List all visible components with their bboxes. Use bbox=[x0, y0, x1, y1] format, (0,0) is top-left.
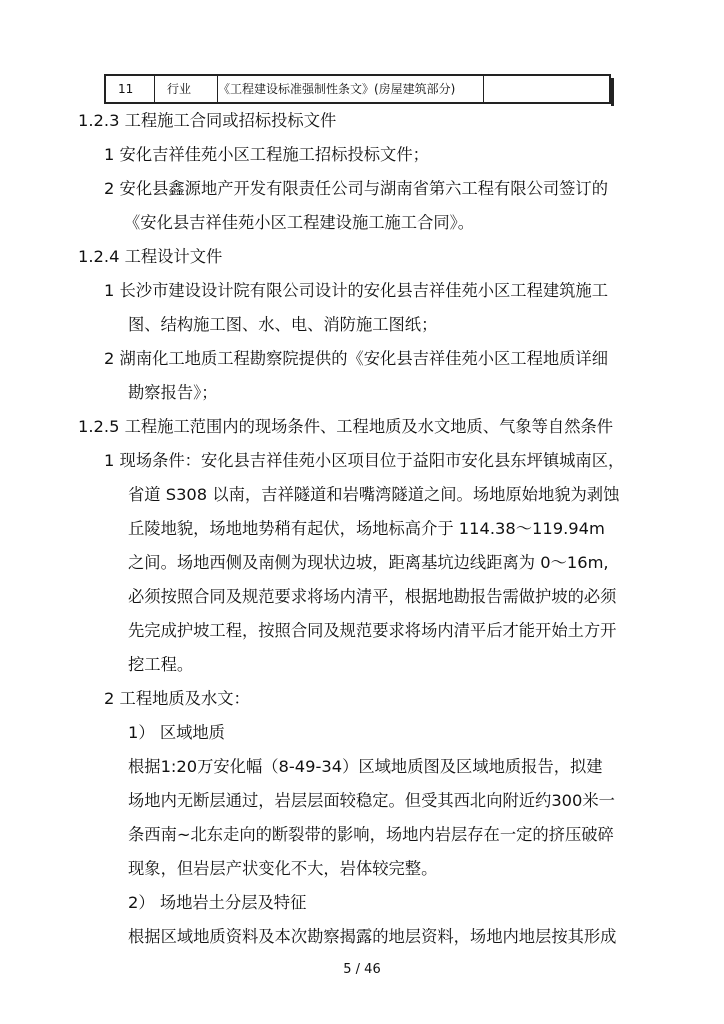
page-number: 5 / 46 bbox=[343, 962, 381, 977]
sub-heading: 1） 区域地质 bbox=[128, 723, 225, 742]
list-item-continuation: 《安化县吉祥佳苑小区工程建设施工施工合同》。 bbox=[124, 213, 475, 232]
list-item-continuation: 先完成护坡工程，按照合同及规范要求将场内清平后才能开始土方开 bbox=[128, 621, 617, 640]
paragraph-line: 现象，但岩层产状变化不大，岩体较完整。 bbox=[128, 859, 438, 878]
list-item: 2 湖南化工地质工程勘察院提供的《安化县吉祥佳苑小区工程地质详细 bbox=[104, 349, 608, 368]
list-item: 2 安化县鑫源地产开发有限责任公司与湖南省第六工程有限公司签订的 bbox=[104, 179, 608, 198]
list-item-continuation: 必须按照合同及规范要求将场内清平，根据地勘报告需做护坡的必须 bbox=[128, 587, 617, 606]
list-item-continuation: 省道 S308 以南，吉祥隧道和岩嘴湾隧道之间。场地原始地貌为剥蚀 bbox=[128, 485, 620, 504]
paragraph-line: 根据区域地质资料及本次勘察揭露的地层资料，场地内地层按其形成 bbox=[128, 927, 617, 946]
table-cell-standard: 《工程建设标准强制性条文》(房屋建筑部分) bbox=[218, 76, 484, 102]
list-item: 1 现场条件：安化县吉祥佳苑小区项目位于益阳市安化县东坪镇城南区， bbox=[104, 451, 625, 470]
paragraph-line: 条西南~北东走向的断裂带的影响，场地内岩层存在一定的挤压破碎 bbox=[128, 825, 614, 844]
list-item: 2 工程地质及水文： bbox=[104, 689, 250, 708]
table-border-shadow bbox=[611, 78, 614, 106]
section-heading-1-2-3: 1.2.3 工程施工合同或招标投标文件 bbox=[78, 111, 337, 130]
list-item: 1 安化吉祥佳苑小区工程施工招标投标文件； bbox=[104, 145, 429, 164]
section-heading-1-2-5: 1.2.5 工程施工范围内的现场条件、工程地质及水文地质、气象等自然条件 bbox=[78, 417, 614, 436]
list-item: 1 长沙市建设设计院有限公司设计的安化县吉祥佳苑小区工程建筑施工 bbox=[104, 281, 608, 300]
list-item-continuation: 图、结构施工图、水、电、消防施工图纸； bbox=[128, 315, 438, 334]
paragraph-line: 根据1:20万安化幅（8-49-34）区域地质图及区域地质报告，拟建 bbox=[128, 757, 603, 776]
table-cell-remark bbox=[484, 76, 609, 102]
table-cell-category: 行业 bbox=[155, 76, 218, 102]
list-item-continuation: 丘陵地貌，场地地势稍有起伏，场地标高介于 114.38～119.94m bbox=[128, 519, 605, 538]
paragraph-line: 场地内无断层通过，岩层层面较稳定。但受其西北向附近约300米一 bbox=[128, 791, 615, 810]
list-item-continuation: 之间。场地西侧及南侧为现状边坡，距离基坑边线距离为 0～16m, bbox=[128, 553, 609, 572]
sub-heading: 2） 场地岩土分层及特征 bbox=[128, 893, 307, 912]
list-item-continuation: 勘察报告》； bbox=[128, 383, 218, 402]
list-item-continuation: 挖工程。 bbox=[128, 655, 194, 674]
table-cell-number: 11 bbox=[106, 76, 155, 102]
standards-table-row bbox=[104, 74, 611, 104]
section-heading-1-2-4: 1.2.4 工程设计文件 bbox=[78, 247, 223, 266]
